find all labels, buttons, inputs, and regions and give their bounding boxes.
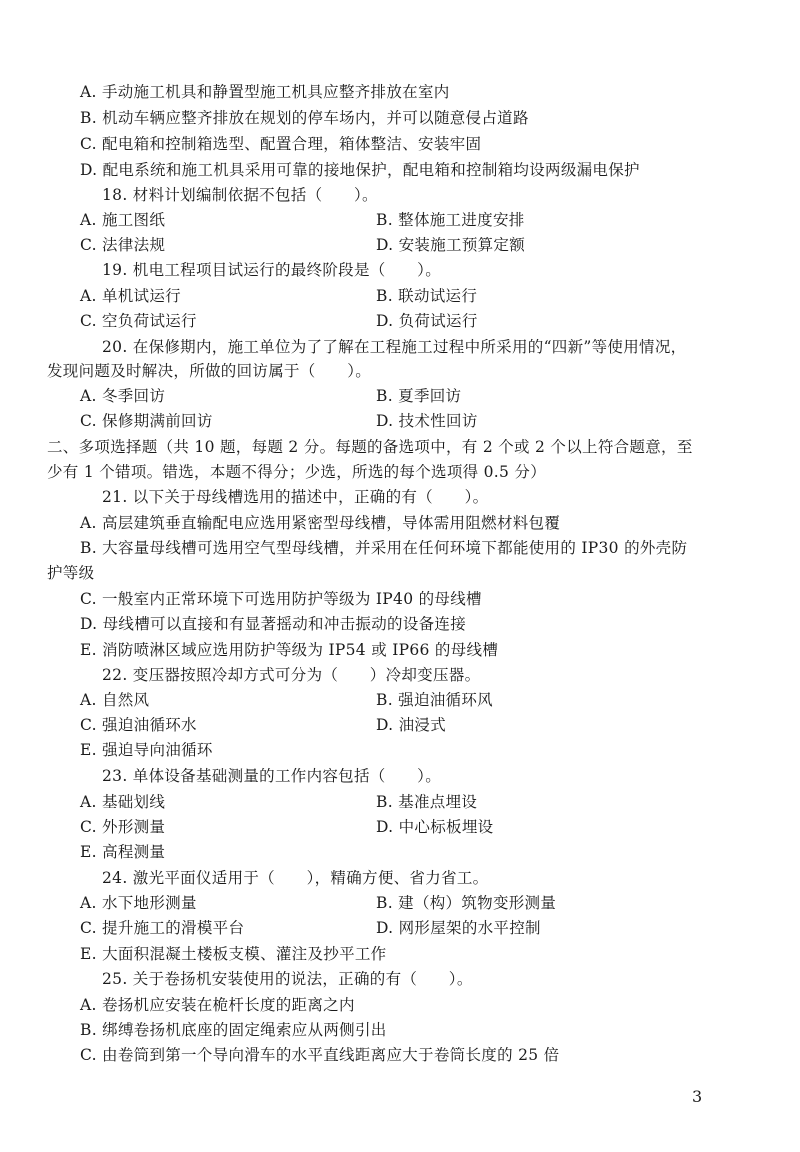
q25-option-c: C. 由卷筒到第一个导向滑车的水平直线距离应大于卷筒长度的 25 倍 xyxy=(80,1046,560,1064)
q22-option-d: D. 油浸式 xyxy=(376,716,447,734)
q20-stem-line2: 发现问题及时解决，所做的回访属于（ ）。 xyxy=(47,362,372,380)
q19-option-d: D. 负荷试运行 xyxy=(376,312,478,330)
q24-option-e: E. 大面积混凝土楼板支模、灌注及抄平工作 xyxy=(80,945,387,963)
q19-option-c: C. 空负荷试运行 xyxy=(80,312,197,330)
q24-option-a: A. 水下地形测量 xyxy=(80,894,197,912)
q20-option-a: A. 冬季回访 xyxy=(80,387,166,405)
q21-option-d: D. 母线槽可以直接和有显著摇动和冲击振动的设备连接 xyxy=(80,615,467,633)
q18-option-d: D. 安装施工预算定额 xyxy=(376,236,526,254)
q25-stem: 25. 关于卷扬机安装使用的说法，正确的有（ ）。 xyxy=(102,970,473,988)
q25-option-a: A. 卷扬机应安装在桅杆长度的距离之内 xyxy=(80,996,355,1014)
q20-option-b: B. 夏季回访 xyxy=(376,387,462,405)
q20-option-c: C. 保修期满前回访 xyxy=(80,412,213,430)
q21-option-c: C. 一般室内正常环境下可选用防护等级为 IP40 的母线槽 xyxy=(80,590,482,608)
q22-option-e: E. 强迫导向油循环 xyxy=(80,741,213,759)
q24-option-d: D. 网形屋架的水平控制 xyxy=(376,919,541,937)
q19-option-b: B. 联动试运行 xyxy=(376,287,478,305)
q17-option-b: B. 机动车辆应整齐排放在规划的停车场内，并可以随意侵占道路 xyxy=(80,109,529,127)
section-2-heading-line1: 二、多项选择题（共 10 题，每题 2 分。每题的备选项中，有 2 个或 2 个以上符合题意，至 xyxy=(47,438,693,456)
q23-option-c: C. 外形测量 xyxy=(80,818,166,836)
section-2-heading-line2: 少有 1 个错项。错选，本题不得分；少选，所选的每个选项得 0.5 分） xyxy=(47,463,547,481)
q17-option-a: A. 手动施工机具和静置型施工机具应整齐排放在室内 xyxy=(80,83,450,101)
q22-stem: 22. 变压器按照冷却方式可分为（ ）冷却变压器。 xyxy=(102,666,481,684)
q19-option-a: A. 单机试运行 xyxy=(80,287,181,305)
q21-option-a: A. 高层建筑垂直输配电应选用紧密型母线槽，导体需用阻燃材料包覆 xyxy=(80,514,561,532)
q24-option-b: B. 建（构）筑物变形测量 xyxy=(376,894,557,912)
q25-option-b: B. 绑缚卷扬机底座的固定绳索应从两侧引出 xyxy=(80,1021,387,1039)
q24-stem: 24. 激光平面仪适用于（ ），精确方便、省力省工。 xyxy=(102,869,489,887)
q20-stem-line1: 20. 在保修期内，施工单位为了了解在工程施工过程中所采用的“四新”等使用情况， xyxy=(102,338,687,356)
q21-option-b-line2: 护等级 xyxy=(47,564,95,582)
q23-option-b: B. 基准点埋设 xyxy=(376,793,478,811)
q18-stem: 18. 材料计划编制依据不包括（ ）。 xyxy=(102,186,378,204)
q23-option-a: A. 基础划线 xyxy=(80,793,166,811)
q18-option-b: B. 整体施工进度安排 xyxy=(376,211,525,229)
q17-option-c: C. 配电箱和控制箱选型、配置合理，箱体整洁、安装牢固 xyxy=(80,135,482,153)
q23-option-e: E. 高程测量 xyxy=(80,843,166,861)
q18-option-c: C. 法律法规 xyxy=(80,236,166,254)
page-number: 3 xyxy=(692,1087,703,1106)
q22-option-c: C. 强迫油循环水 xyxy=(80,716,197,734)
q24-option-c: C. 提升施工的滑模平台 xyxy=(80,919,245,937)
q17-option-d: D. 配电系统和施工机具采用可靠的接地保护，配电箱和控制箱均设两级漏电保护 xyxy=(80,161,640,179)
q20-option-d: D. 技术性回访 xyxy=(376,412,478,430)
q18-option-a: A. 施工图纸 xyxy=(80,211,166,229)
q22-option-a: A. 自然风 xyxy=(80,691,150,709)
q22-option-b: B. 强迫油循环风 xyxy=(376,691,493,709)
q21-option-b-line1: B. 大容量母线槽可选用空气型母线槽，并采用在任何环境下都能使用的 IP30 的外壳防 xyxy=(80,539,688,557)
q23-option-d: D. 中心标板埋设 xyxy=(376,818,494,836)
q23-stem: 23. 单体设备基础测量的工作内容包括（ ）。 xyxy=(102,767,442,785)
q19-stem: 19. 机电工程项目试运行的最终阶段是（ ）。 xyxy=(102,261,442,279)
q21-stem: 21. 以下关于母线槽选用的描述中，正确的有（ ）。 xyxy=(102,488,489,506)
q21-option-e: E. 消防喷淋区域应选用防护等级为 IP54 或 IP66 的母线槽 xyxy=(80,641,499,659)
